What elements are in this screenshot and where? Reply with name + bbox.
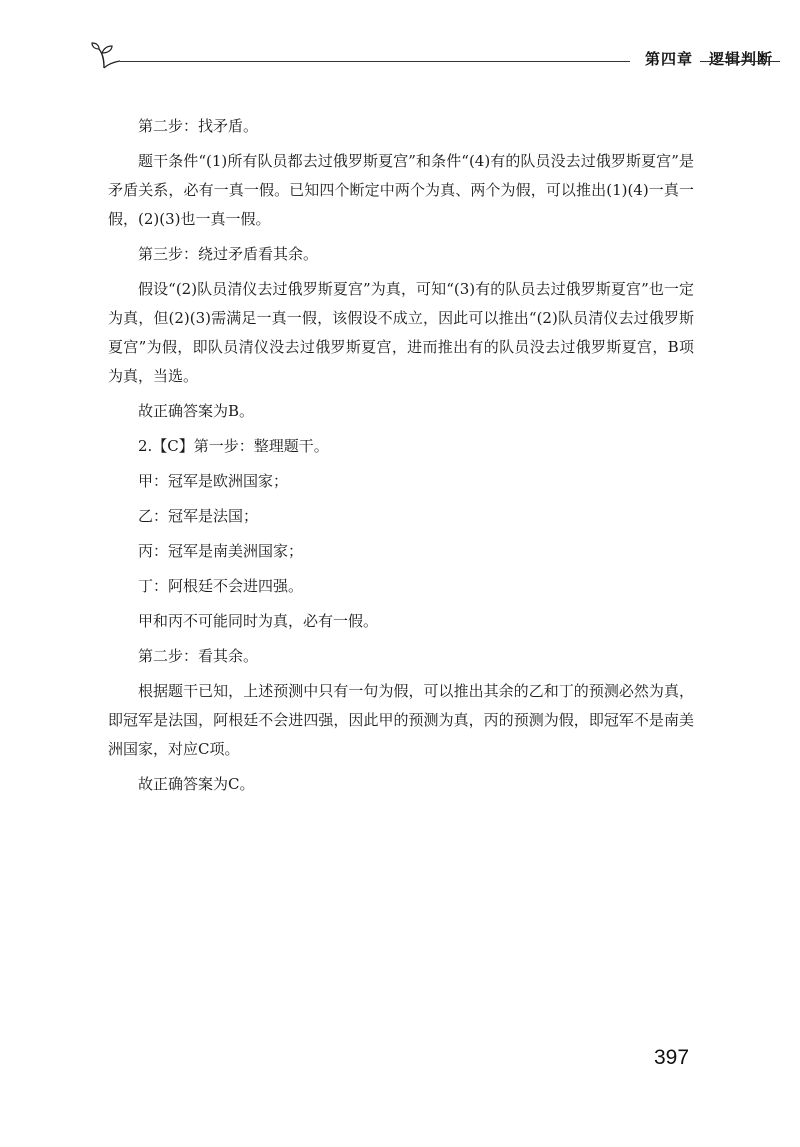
page-header [90,40,780,80]
header-rule-left [120,61,630,62]
chapter-title: 逻辑判断 [709,50,774,68]
page-number: 397 [654,1046,690,1069]
sprout-icon [90,40,122,72]
paragraph: 故正确答案为B。 [138,402,255,420]
paragraph: 丙：冠军是南美洲国家； [138,542,304,560]
header-rule-right [700,61,780,62]
paragraph: 故正确答案为C。 [138,775,255,793]
paragraph: 第三步：绕过矛盾看其余。 [138,245,319,263]
paragraph: 甲和丙不可能同时为真，必有一假。 [138,612,379,630]
paragraph: 2.【C】第一步：整理题干。 [138,437,329,455]
paragraph: 甲：冠军是欧洲国家； [138,472,289,490]
chapter-label: 第四章 [645,50,694,68]
paragraph: 丁：阿根廷不会进四强。 [138,577,304,595]
paragraph: 乙：冠军是法国； [138,507,259,525]
paragraph: 第二步：看其余。 [138,647,259,665]
header-title [645,48,773,69]
paragraph: 题干条件“(1)所有队员都去过俄罗斯夏宫”和条件“(4)有的队员没去过俄罗斯夏宫”是矛盾关系，必有一真一假。已知四个断定中两个为真、两个为假，可以推出(1)(4)一真一假，(2)(3)也一真一假。 [108,152,694,228]
body-text [108,112,694,805]
paragraph: 第二步：找矛盾。 [138,117,259,135]
paragraph: 假设“(2)队员清仪去过俄罗斯夏宫”为真，可知“(3)有的队员去过俄罗斯夏宫”也一定为真，但(2)(3)需满足一真一假，该假设不成立，因此可以推出“(2)队员清仪去过俄罗斯夏宫”为假，即队员清仪没去过俄罗斯夏宫，进而推出有的队员没去过俄罗斯夏宫，B项为真，当选。 [108,280,694,385]
paragraph: 根据题干已知，上述预测中只有一句为假，可以推出其余的乙和丁的预测必然为真，即冠军是法国，阿根廷不会进四强，因此甲的预测为真，丙的预测为假，即冠军不是南美洲国家，对应C项。 [108,682,694,758]
